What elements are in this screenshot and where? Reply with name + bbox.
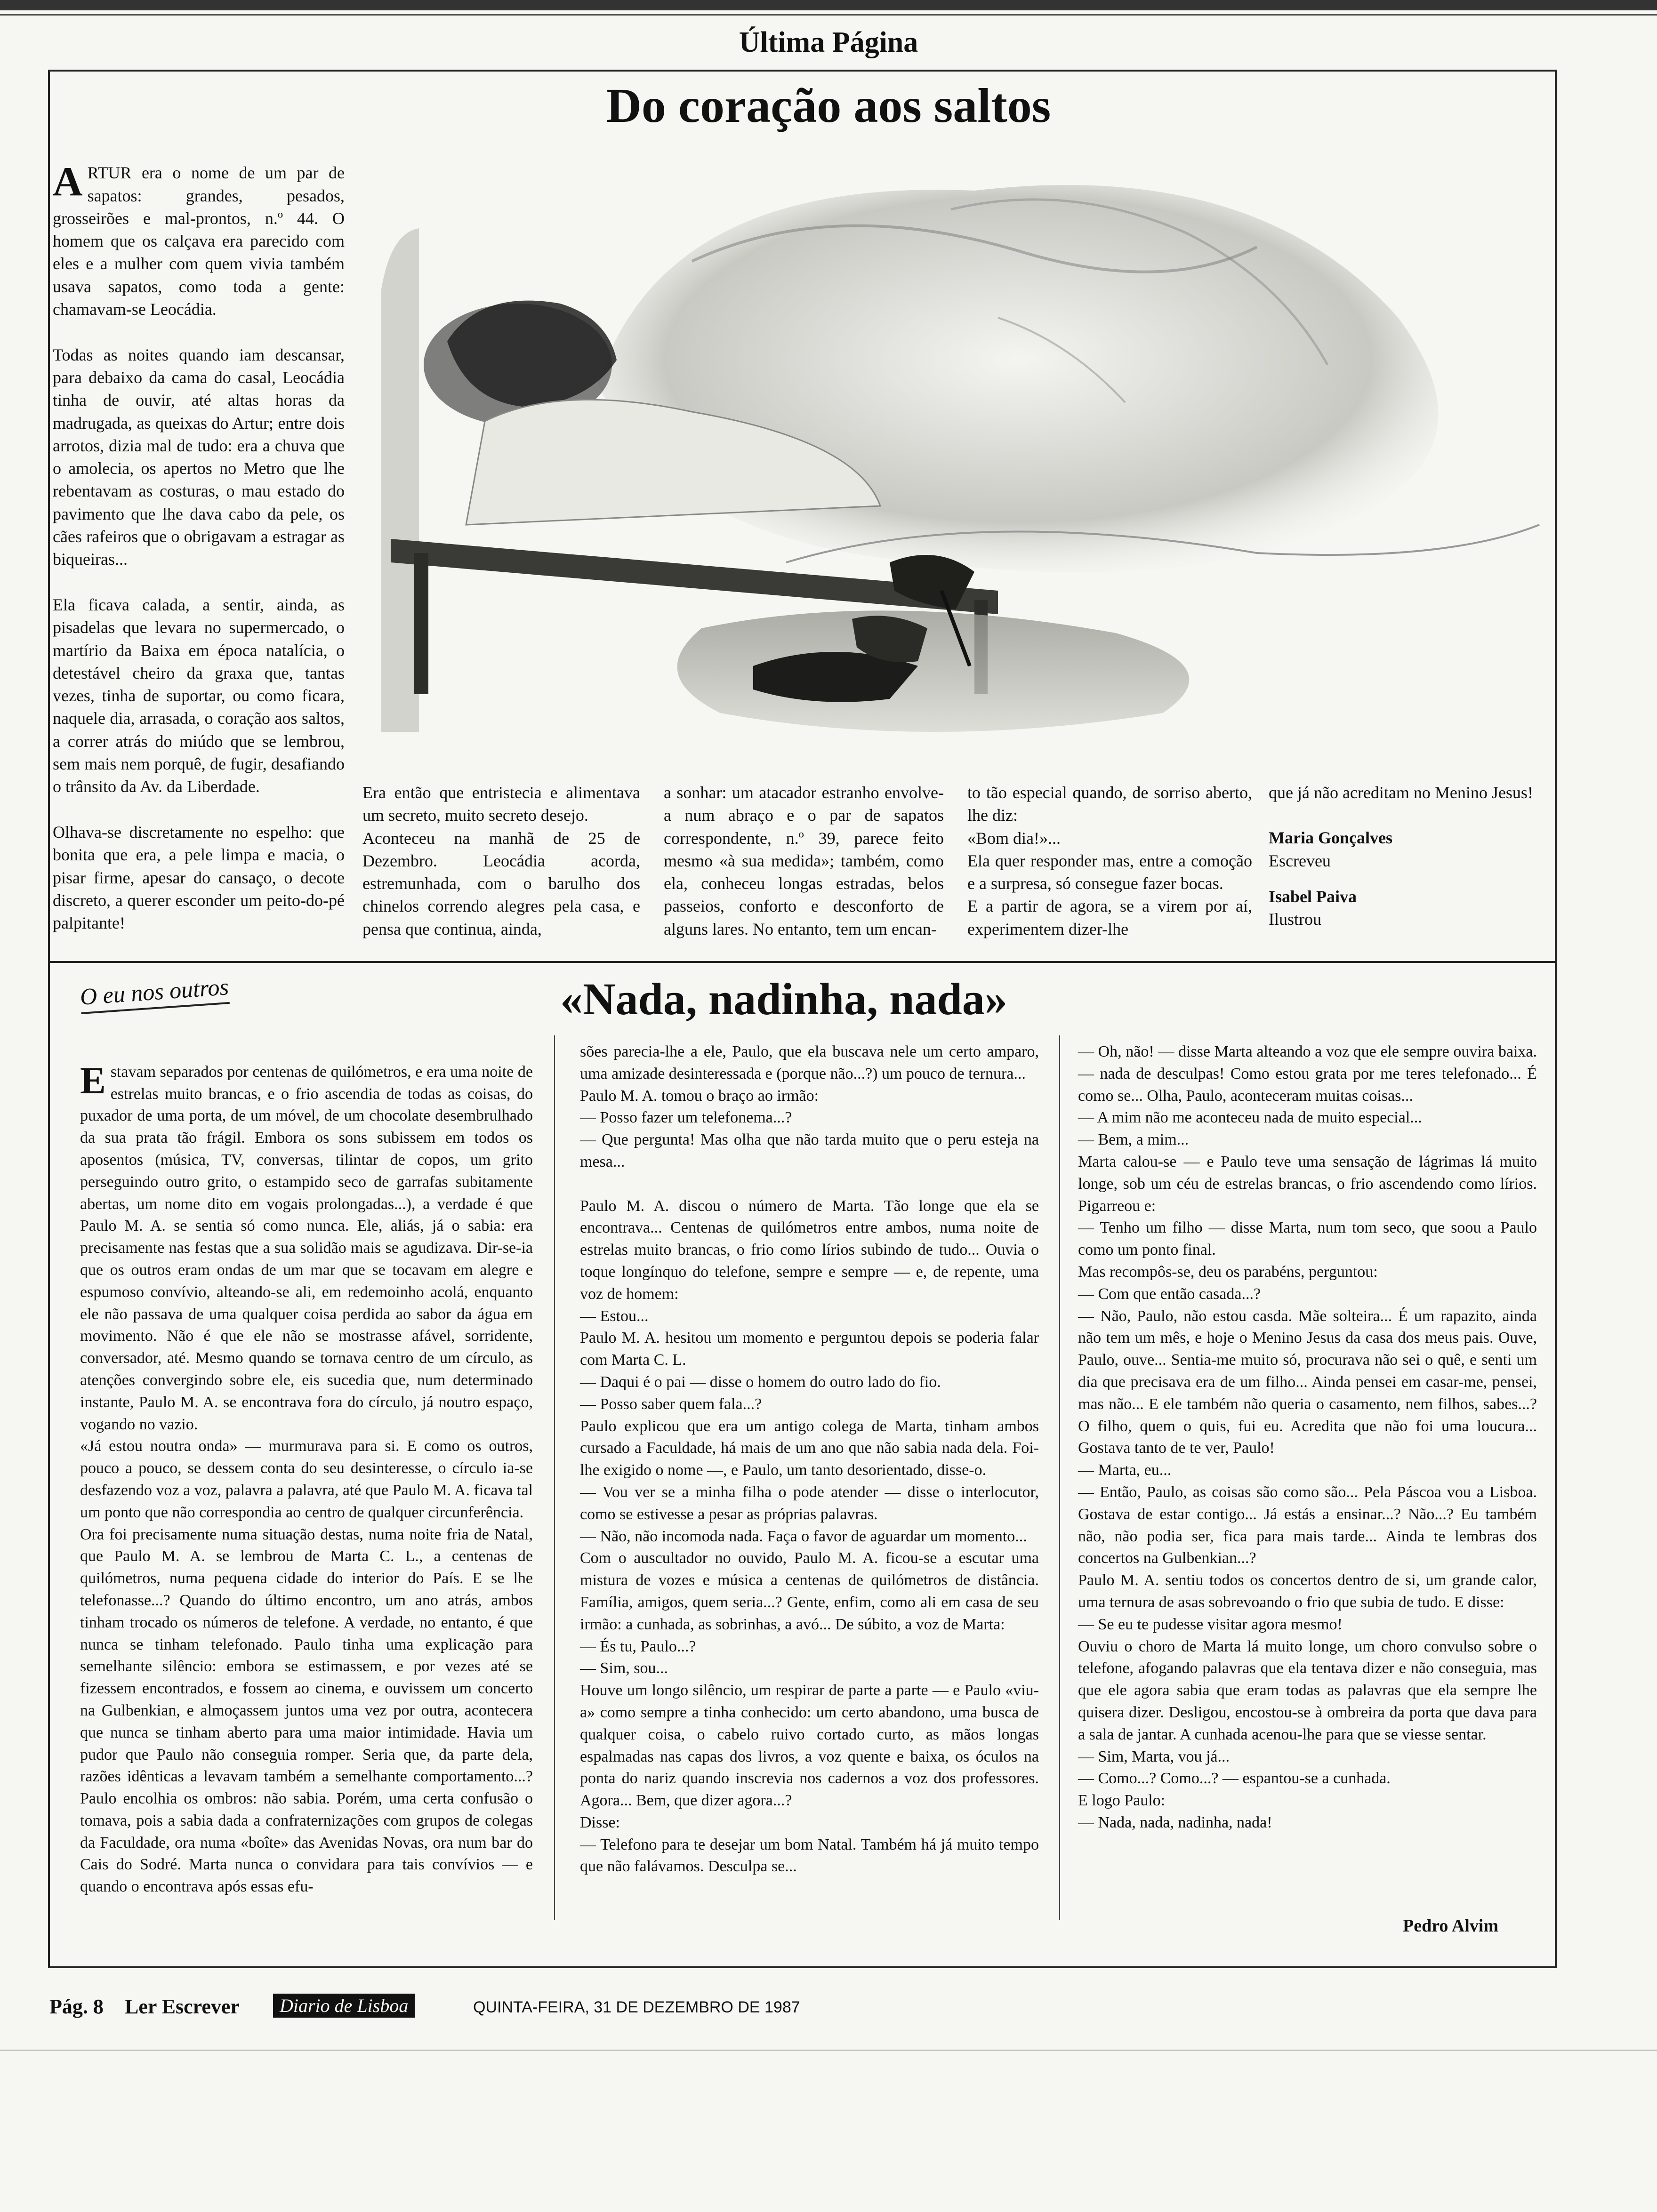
story1-column-3: a sonhar: um atacador estranho envolve-a num abraço e o par de sapatos correspondente, n.º 39, parece feito mesmo «à sua medida»; também, como ela, conheceu longas estradas, belos passeios, conforto e desconforto de alguns lares. No entanto, tem um encan-	[664, 783, 944, 938]
footer-masthead: Diario de Lisboa	[273, 1994, 415, 2018]
footer-supplement: Ler Escrever	[125, 1995, 240, 2018]
story1-column-2: Era então que entristecia e alimentava um secreto, muito secreto desejo. Aconteceu na manhã de 25 de Dezembro. Leocádia acorda, estremunhada, com o barulho dos chinelos correndo alegres pela casa, e pensa que continua, ainda,	[362, 783, 640, 938]
story2-column-3: — Oh, não! — disse Marta alteando a voz que ele sempre ouvira baixa. — nada de desculpas! Como estou grata por me teres telefonado... É como se... Olha, Paulo, aconteceram muitas coisas... — A mim não me aconteceu nada de muito especial... — Bem, a mim... Marta calou-se — e Paulo teve uma sensação de lágrimas lá muito longe, sob um céu de estrelas brancas, o frio ascendendo como lírios. Pigarreou e: — Tenho um filho — disse Marta, num tom seco, que soou a Paulo como um ponto final. Mas recompôs-se, deu os parabéns, perguntou: — Com que então casada...? — Não, Paulo, não estou casda. Mãe solteira... É um rapazito, ainda não tem um mês, e hoje o Menino Jesus da casa dos meus pais. Ouve, Paulo, ouve... Sentia-me muito só, procurava não sei o quê, e senti um dia que precisava era de um filho... Ainda pensei em casar-me, pensei, mas não... E ele também não queria o casamento, nem filhos, sabes...? O filho, quem o quis, fui eu. Acredita que não foi uma loucura... Gostava tanto de te ver, Paulo! — Marta, eu... — Então, Paulo, as coisas são como são... Pela Páscoa vou a Lisboa. Gostava de estar contigo... Já estás a ensinar...? Não...? Eu também não, não podia ser, fica para mais tarde... Ainda te lembras dos concertos na Gulbenkian...? Paulo M. A. sentiu todos os concertos dentro de si, um grande calor, uma ternura de asas sobrevoando o frio que subia de tudo. E disse: — Se eu te pudesse visitar agora mesmo! Ouviu o choro de Marta lá muito longe, um choro convulso sobre o telefone, afogando palavras que ela tentava dizer e não conseguia, mas que ele agora sabia que eram todas as palavras que ela sempre lhe quisera dizer. Desligou, encostou-se à ombreira da porta que dava para a sala de jantar. A cunhada acenou-lhe para que se viesse sentar. — Sim, Marta, vou já... — Como...? Como...? — espantou-se a cunhada. E logo Paulo: — Nada, nada, nadinha, nada!	[1078, 1043, 1537, 1831]
story2-column-2: sões parecia-lhe a ele, Paulo, que ela buscava nele um certo amparo, uma amizade desinteressada e (porque não...?) um pouco de ternura... Paulo M. A. tomou o braço ao irmão: — Posso fazer um telefonema...? — Que pergunta! Mas olha que não tarda muito que o peru esteja na mesa... Paulo M. A. discou o número de Marta. Tão longe que ela se encontrava... Centenas de quilómetros entre ambos, numa noite de estrelas muito brancas, o frio como lírios subindo de tudo... Ouvia o toque longínquo do telefone, sempre e sempre — e, de repente, uma voz de homem: — Estou... Paulo M. A. hesitou um momento e perguntou depois se poderia falar com Marta C. L. — Daqui é o pai — disse o homem do outro lado do fio. — Posso saber quem fala...? Paulo explicou que era um antigo colega de Marta, tinham ambos cursado a Faculdade, há mais de um ano que não sabia nada dela. Foi-lhe exigido o nome —, e Paulo, um tanto desorientado, disse-o. — Vou ver se a minha filha o pode atender — disse o interlocutor, como se estivesse a pesar as próprias palavras. — Não, não incomoda nada. Faça o favor de aguardar um momento... Com o auscultador no ouvido, Paulo M. A. ficou-se a escutar uma mistura de vozes e música a centenas de quilómetros de distância. Família, amigos, quem seria...? Gente, enfim, como ali em casa de seu irmão: a cunhada, as sobrinhas, a avó... De súbito, a voz de Marta: — És tu, Paulo...? — Sim, sou... Houve um longo silêncio, um respirar de parte a parte — e Paulo «viu-a» como sempre a tinha conhecido: um certo abandono, uma busca de qualquer coisa, o cabelo ruivo cortado curto, as mãos longas espalmadas nas capas dos livros, a voz quente e baixa, os óculos na ponta do nariz quando inscrevia nos cadernos a voz dos professores. Agora... Bem, que dizer agora...? Disse: — Telefono para te desejar um bom Natal. Também há já muito tempo que não falávamos. Desculpa se...	[580, 1043, 1039, 1875]
story2-title: «Nada, nadinha, nada»	[560, 974, 1007, 1024]
story1-frame-left	[48, 70, 50, 963]
drop-cap: A	[53, 159, 83, 205]
footer-date-line: QUINTA-FEIRA, 31 DE DEZEMBRO DE 1987	[473, 1998, 800, 2016]
story1-column-5	[1269, 781, 1542, 930]
story1-column-1	[53, 139, 345, 934]
story2-author: Pedro Alvim	[1403, 1916, 1499, 1936]
column-divider-1	[554, 1035, 555, 1920]
story1-title: Do coração aos saltos	[606, 79, 1051, 133]
story1-frame-top	[48, 70, 1557, 72]
top-border	[0, 0, 1657, 10]
story2-frame-left	[48, 961, 50, 1968]
story2-frame-bottom	[48, 1966, 1557, 1968]
story2-column-1	[80, 1039, 533, 1898]
author-name: Maria Gonçalves	[1269, 828, 1392, 848]
top-border-thin	[0, 14, 1657, 16]
bottom-fold-line	[0, 2050, 1657, 2051]
story1-col1-text: RTUR era o nome de um par de sapatos: grandes, pesados, grosseirões e mal-prontos, n.º 44. O homem que os calçava era parecido com eles e a mulher com quem vivia também usava sapatos, como toda a gente: chamavam-se Leocádia. Todas as noites quando iam descansar, para debaixo da cama do casal, Leocádia tinha de ouvir, até altas horas da madrugada, as queixas do Artur; entre dois arrotos, dizia mal de tudo: era a chuva que o amolecia, os apertos no Metro que lhe rebentavam as costuras, o mau estado do pavimento que lhe dava cabo da pele, os cães rafeiros que o obrigavam a estragar as biqueiras... Ela ficava calada, a sentir, ainda, as pisadelas que levara no supermercado, o martírio da Baixa em época natalícia, o detestável cheiro da graxa que, tantas vezes, tinha de suportar, ou como ficara, naquele dia, arrasada, o coração aos saltos, a correr atrás do miúdo que se lembrou, sem mais nem porquê, de fugir, desafiando o trânsito da Av. da Liberdade. Olhava-se discretamente no espelho: que bonita que era, a pele limpa e macia, o pisar firme, apesar do cansaço, o decote discreto, a querer esconder um peito-do-pé palpitante!	[53, 163, 345, 933]
illustrator-role: Ilustrou	[1269, 910, 1321, 929]
footer-page-label: Pág. 8	[49, 1995, 104, 2018]
illustrator-name: Isabel Paiva	[1269, 887, 1357, 906]
story2-frame-right	[1555, 961, 1557, 1968]
story2-drop-cap: E	[80, 1058, 106, 1102]
story1-col5-text: que já não acreditam no Menino Jesus!	[1269, 783, 1533, 802]
story1-frame-right	[1555, 70, 1557, 963]
column-divider-2	[1059, 1035, 1060, 1920]
author-role: Escreveu	[1269, 851, 1331, 870]
section-title: Última Página	[739, 26, 918, 58]
story1-column-4: to tão especial quando, de sorriso aberto, lhe diz: «Bom dia!»... Ela quer responder mas, entre a comoção e a surpresa, só consegue fazer bocas. E a partir de agora, se a virem por aí, experimentem dizer-lhe	[967, 783, 1252, 938]
story2-col1-text: stavam separados por centenas de quilómetros, e era uma noite de estrelas muito brancas, e o frio ascendia de todas as coisas, do puxador de uma porta, de um móvel, de um chocolate desembrulhado da sua prata tão frágil. Embora os sons subissem em todos os aposentos (música, TV, conversas, tilintar de copos, um grito perseguindo outro grito, o estampido seco de garrafas subitamente abertas, um nome dito em vogais prolongadas...), a verdade é que Paulo M. A. se sentia só como nunca. Ele, aliás, já o sabia: era precisamente nas festas que a sua solidão mais se agudizava. Dir-se-ia que os outros eram ondas de um mar que se tocavam em alegre e espumoso convívio, alteando-se ali, em redemoinho acolá, enquanto ele não passava de uma qualquer coisa perdida ao sabor da água em movimento. Não é que ele não se mostrasse afável, sorridente, conversador, até. Mesmo quando se tornava centro de um círculo, as atenções convergindo sobre ele, eis sucedia que, num determinado instante, Paulo M. A. se encontrava fora do círculo, já noutro espaço, vogando no vazio. «Já estou noutra onda» — murmurava para si. E como os outros, pouco a pouco, se dessem conta do seu desinteresse, o círculo ia-se desfazendo voz a voz, palavra a palavra, até que Paulo M. A. ficava tal um ponto que não correspondia ao centro de qualquer circunferência. Ora foi precisamente numa situação destas, numa noite fria de Natal, que Paulo M. A. se lembrou de Marta C. L., a centenas de quilómetros, numa pequena cidade do interior do País. E se lhe telefonasse...? Quando do último encontro, um ano atrás, ambos tinham trocado os números de telefone. A verdade, no entanto, é que nunca se tinham telefonado. Paulo tinha uma explicação para semelhante silêncio: embora se estimassem, e por vezes até se fizessem encontrados, e fossem ao cinema, e ouvissem um concerto na Gulbenkian, e almoçassem juntos uma vez por outra, acontecera que nunca se tinham aberto para uma maior intimidade. Havia um pudor que Paulo não conseguia romper. Seria que, da parte dela, razões idênticas a levavam também a semelhante comportamento...? Paulo encolhia os ombros: não sabia. Porém, uma certa confusão o tomava, pois a sabia dada a confraternizações com grupos de colegas da Faculdade, ora numa «boîte» das Avenidas Novas, ora num bar do Cais do Sodré. Marta nunca o convidara para tais convívios — e quando o encontrava após essas efu-	[80, 1063, 533, 1896]
bed-shoes-illustration	[362, 139, 1549, 774]
story2-kicker: O eu nos outros	[79, 973, 230, 1014]
story-divider	[48, 961, 1557, 963]
story1-illustration	[362, 139, 1549, 774]
